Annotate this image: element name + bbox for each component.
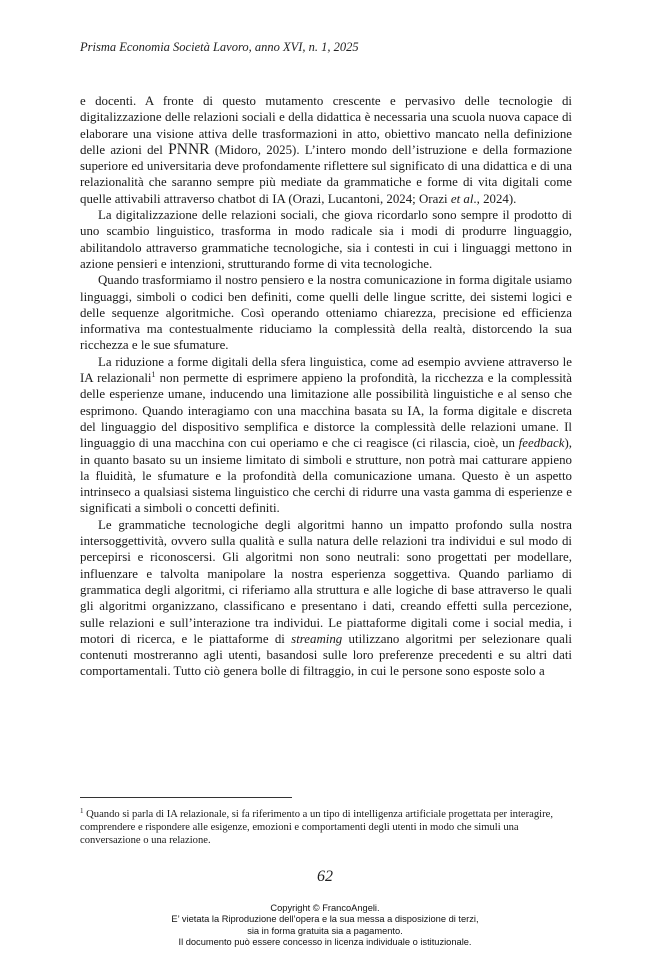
footnote-mark: 1 (80, 807, 84, 815)
footnote-reference[interactable]: 1 (151, 370, 156, 380)
main-text (80, 93, 572, 680)
copyright-line-2: E’ vietata la Riproduzione dell’opera e la sua messa a disposizione di terzi, (171, 914, 479, 925)
paragraph-3: Quando trasformiamo il nostro pensiero e la nostra comunicazione in forma digitale usiamo linguaggi, simboli o codici ben definiti, come quelli delle lingue scritte, dei sistemi logici e delle sequenze algoritmiche. Così operando otteniamo chiarezza, precisione ed efficienza informativa ma contestualmente riduciamo la complessità della realtà, distorcendo la sua ricchezza e le sue sfumature. (80, 273, 572, 353)
copyright-line-4: Il documento può essere concesso in licenza individuale o istituzionale. (178, 937, 472, 948)
paragraph-2: La digitalizzazione delle relazioni sociali, che giova ricordarlo sono sempre il prodotto di uno scambio linguistico, trasforma in modo radicale sia i modi di produrre linguaggio, abilitandolo attraverso grammatiche tecnologiche, sia i contesti in cui i linguaggi mettono in azione pensieri e intenzioni, strutturando forme di vita tecnologiche. (80, 208, 572, 271)
paragraph-1-text-a: e docenti. A fronte di questo mutamento crescente e pervasivo delle tecnologie di digitalizzazione delle relazioni sociali e della didattica è necessaria una scuola nuova capace di elaborare una visione attiva delle trasformazioni in atto, obiettivo mancato nella definizione delle azioni del (80, 94, 572, 157)
paragraph-5 (80, 517, 572, 680)
copyright-line-1: Copyright © FrancoAngeli. (270, 903, 380, 913)
paragraph-4 (80, 354, 572, 517)
paragraph-1-text-c: ., 2024). (473, 191, 517, 206)
paragraph-4-text-c: ), in quanto basato su un insieme limitato di simboli e strutture, non potrà mai catturare appieno la fluidità, le sfumature e la profondità della comunicazione umana. Questo è un aspetto intrinseco a qualsiasi sistema linguistico che cerchi di ridurre una vasta gamma di esperienze e significati a simboli o concetti definiti. (80, 436, 572, 516)
footnote-1 (80, 808, 572, 848)
paragraph-1 (80, 93, 572, 207)
streaming-italic: streaming (291, 631, 343, 646)
paragraph-1-text-b: (Midoro, 2025). L’intero mondo dell’istruzione e della formazione superiore ed universitaria deve profondamente riflettere sul significato di una didattica e di una relazionalità che saranno sempre più mediate da grammatiche e forme di vita digitali come quelle attivabili attraverso chatbot di IA (Orazi, Lucantoni, 2024; Orazi (80, 142, 572, 206)
paragraph-5-text-b: utilizzano algoritmi per selezionare quali contenuti mostreranno agli utenti, basandosi sulle loro preferenze precedenti e su altri dati comportamentali. Tutto ciò genera bolle di filtraggio, in cui le persone sono esposte solo a (80, 631, 572, 679)
footnote-text: Quando si parla di IA relazionale, si fa riferimento a un tipo di intelligenza artificiale progettata per interagire, comprendere e rispondere alle esigenze, emozioni e comportamenti degli utenti in modo che simuli una conversazione o una relazione. (80, 809, 553, 847)
paragraph-4-text-a: La riduzione a forme digitali della sfera linguistica, come ad esempio avviene attraverso le IA relazionali (80, 354, 572, 386)
et-al-italic: et al (450, 191, 474, 206)
footnote-separator (80, 797, 292, 798)
feedback-italic: feedback (518, 436, 565, 451)
pnnr-acronym: PNNR (168, 140, 210, 158)
page-number: 62 (317, 868, 333, 885)
running-header: Prisma Economia Società Lavoro, anno XVI, n. 1, 2025 (80, 40, 359, 54)
copyright-line-3: sia in forma gratuita sia a pagamento. (247, 925, 403, 936)
copyright-notice (0, 903, 650, 949)
paragraph-4-text-b: non permette di esprimere appieno la profondità, la ricchezza e la complessità delle esperienze umane, inducendo una limitazione alle possibilità linguistiche e al senso che esprimono. Quando interagiamo con una macchina basata su IA, la forma digitale e discreta del linguaggio del dispositivo semplifica e distorce la complessità delle relazioni umane. Il linguaggio di una macchina con cui operiamo e che ci reagisce (ci rilascia, cioè, un (80, 371, 572, 451)
paragraph-5-text-a: Le grammatiche tecnologiche degli algoritmi hanno un impatto profondo sulla nostra intersoggettività, ovvero sulla qualità e sulla natura delle relazioni tra individui e sul modo di percepirsi e riconoscersi. Gli algoritmi non sono neutrali: sono progettati per modellare, influenzare e talvolta manipolare la nostra esperienza soggettiva. Quando parliamo di grammatica degli algoritmi, ci riferiamo alla struttura e alle logiche di base attraverso le quali gli algoritmi organizzano, classificano e presentano i dati, creando effetti sulla percezione, sulle relazioni e sull’interazione tra individui. Le piattaforme digitali come i social media, i motori di ricerca, e le piattaforme di (80, 517, 572, 646)
